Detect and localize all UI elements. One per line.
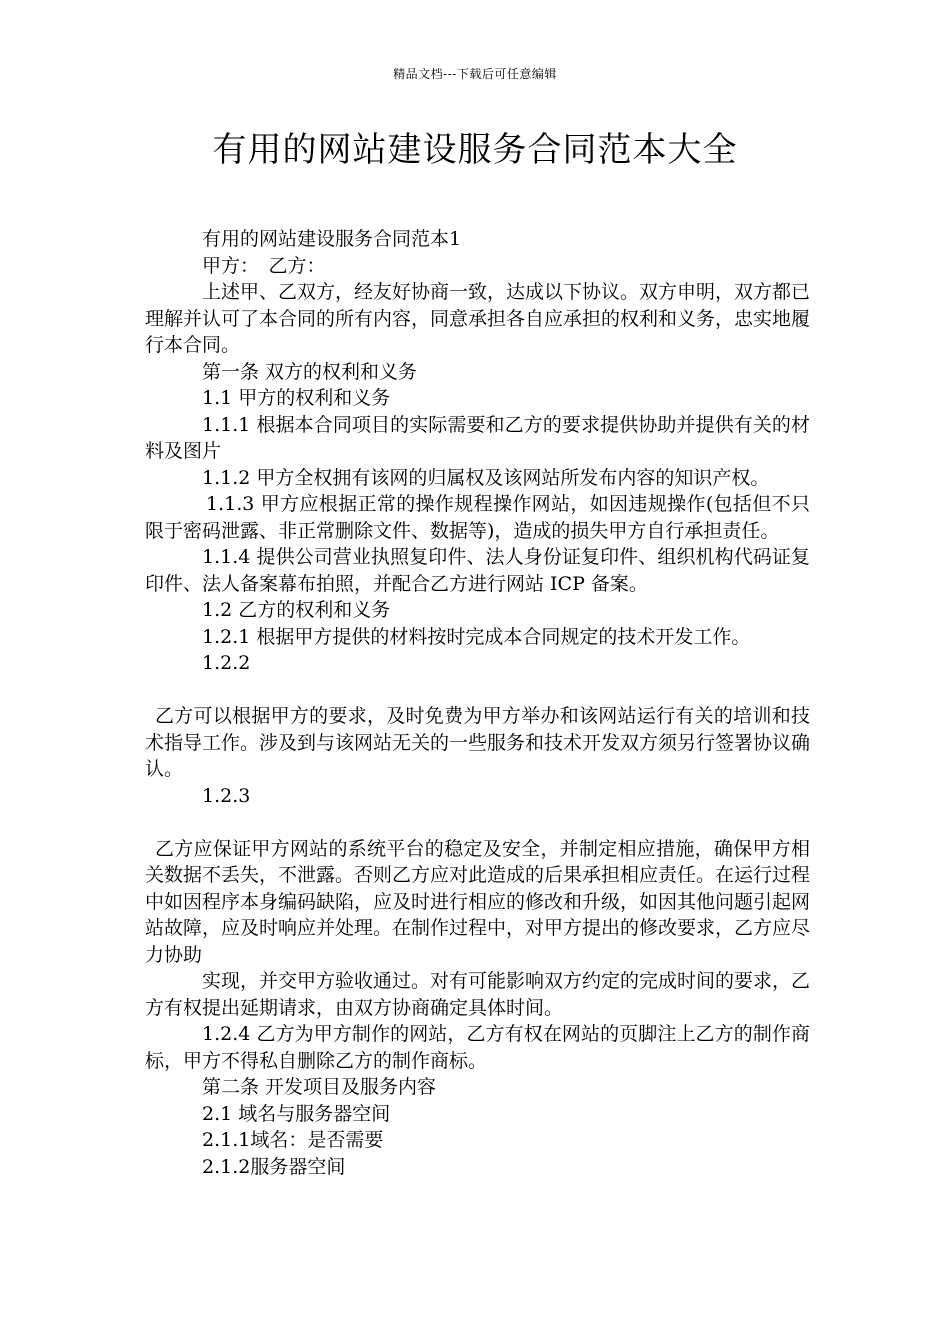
section-heading: 第一条 双方的权利和义务 [202,360,418,383]
document-title: 有用的网站建设服务合同范本大全 [212,130,738,170]
clause-text: 实现，并交甲方验收通过。对有可能影响双方约定的完成时间的要求，乙方有权提出延期请求，由双方协商确定具体时间。 [145,970,811,1019]
clause: 1.1.2 甲方全权拥有该网的归属权及该网站所发布内容的知识产权。 [202,466,770,489]
clause-text: 乙方应保证甲方网站的系统平台的稳定及安全，并制定相应措施，确保甲方相关数据不丢失，不泄露。否则乙方应对此造成的后果承担相应责任。在运行过程中如因程序本身编码缺陷，应及时进行相应的修改和升级，如因其他问题引起网站故障，应及时响应并处理。在制作过程中，对甲方提出的修改要求，乙方应尽力协助 [145,837,811,966]
paragraph: 有用的网站建设服务合同范本1 [202,228,462,250]
subsection-heading: 1.1 甲方的权利和义务 [202,387,391,409]
spacer [145,677,810,704]
spacer [145,809,810,836]
clause-number: 1.2.3 [202,784,251,807]
subsection-heading: 1.2 乙方的权利和义务 [202,599,391,621]
clause: 1.1.4 提供公司营业执照复印件、法人身份证复印件、组织机构代码证复印件、法人备案幕布拍照，并配合乙方进行网站 ICP 备案。 [145,546,810,595]
subsection-heading: 2.1 域名与服务器空间 [202,1102,391,1125]
clause: 1.1.3 甲方应根据正常的操作规程操作网站，如因违规操作(包括但不只限于密码泄露、非正常删除文件、数据等)，造成的损失甲方自行承担责任。 [145,493,810,542]
document-body [145,226,810,1180]
paragraph: 上述甲、乙双方，经友好协商一致，达成以下协议。双方申明，双方都已理解并认可了本合同的所有内容，同意承担各自应承担的权利和义务，忠实地履行本合同。 [145,281,811,356]
clause: 1.1.1 根据本合同项目的实际需要和乙方的要求提供协助并提供有关的材料及图片 [145,413,810,462]
clause: 1.2.1 根据甲方提供的材料按时完成本合同规定的技术开发工作。 [202,625,751,648]
clause: 2.1.2服务器空间 [202,1155,346,1178]
clause-text: 乙方可以根据甲方的要求，及时免费为甲方举办和该网站运行有关的培训和技术指导工作。涉及到与该网站无关的一些服务和技术开发双方须另行签署协议确认。 [145,705,811,780]
header-note: 精品文档---下载后可任意编辑 [393,67,557,81]
clause: 2.1.1域名：是否需要 [202,1129,384,1151]
clause-number: 1.2.2 [202,652,251,674]
clause: 1.2.4 乙方为甲方制作的网站，乙方有权在网站的页脚注上乙方的制作商标，甲方不得私自删除乙方的制作商标。 [145,1023,810,1072]
paragraph: 甲方： 乙方： [202,254,326,277]
section-heading: 第二条 开发项目及服务内容 [202,1076,437,1098]
